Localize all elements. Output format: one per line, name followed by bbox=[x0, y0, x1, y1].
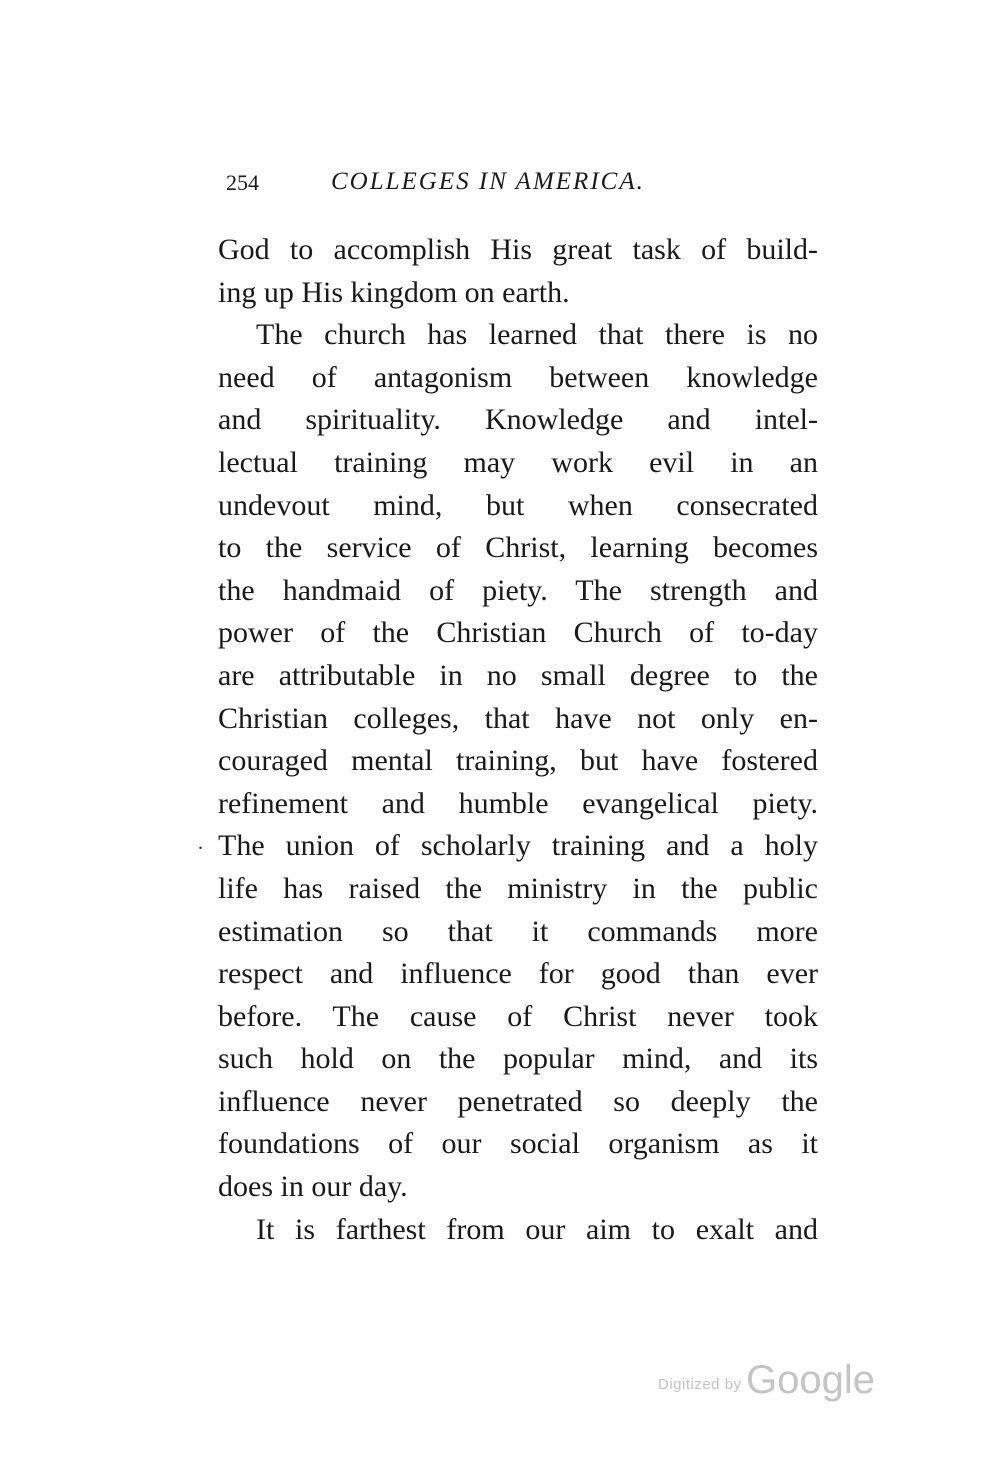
text-line: before. The cause of Christ never took bbox=[218, 999, 818, 1033]
text-line: power of the Christian Church of to-day bbox=[218, 616, 818, 650]
text-line: ing up His kingdom on earth. bbox=[218, 275, 570, 309]
text-line: foundations of our social organism as it bbox=[218, 1127, 818, 1161]
text-line: the handmaid of piety. The strength and bbox=[218, 573, 818, 607]
page-header bbox=[226, 170, 826, 210]
text-line: respect and influence for good than ever bbox=[218, 957, 818, 991]
watermark bbox=[658, 1358, 875, 1403]
text-line: to the service of Christ, learning becomes bbox=[218, 531, 818, 565]
text-line: does in our day. bbox=[218, 1170, 408, 1204]
text-line: life has raised the ministry in the public bbox=[218, 871, 818, 905]
text-line: and spirituality. Knowledge and intel- bbox=[218, 403, 818, 437]
text-line: need of antagonism between knowledge bbox=[218, 360, 818, 394]
running-title: COLLEGES IN AMERICA. bbox=[331, 168, 645, 195]
text-line: couraged mental training, but have fostered bbox=[218, 744, 818, 778]
text-line: Christian colleges, that have not only en- bbox=[218, 701, 818, 735]
google-logo: Google bbox=[746, 1358, 875, 1402]
text-line: estimation so that it commands more bbox=[218, 914, 818, 948]
watermark-prefix: Digitized by bbox=[658, 1376, 742, 1393]
text-line: lectual training may work evil in an bbox=[218, 445, 818, 479]
text-line: such hold on the popular mind, and its bbox=[218, 1042, 818, 1076]
text-line: It is farthest from our aim to exalt and bbox=[256, 1212, 818, 1246]
text-line: The union of scholarly training and a holy bbox=[218, 829, 818, 863]
page-number: 254 bbox=[226, 170, 259, 195]
body-text bbox=[218, 229, 818, 1251]
text-line: God to accomplish His great task of build- bbox=[218, 233, 818, 266]
text-line: The church has learned that there is no bbox=[256, 318, 818, 352]
text-line: undevout mind, but when consecrated bbox=[218, 488, 818, 522]
text-line: refinement and humble evangelical piety. bbox=[218, 786, 818, 820]
text-line: are attributable in no small degree to the bbox=[218, 658, 818, 692]
text-line: influence never penetrated so deeply the bbox=[218, 1084, 818, 1118]
stray-mark: . bbox=[198, 832, 203, 854]
